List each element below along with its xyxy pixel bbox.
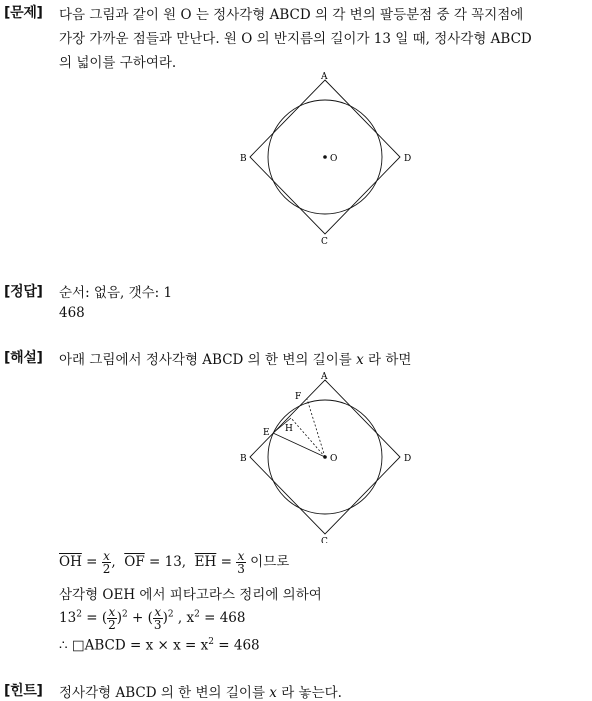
center-point <box>323 155 327 159</box>
label-o-2: O <box>330 454 338 464</box>
problem-text-line-2: 가장 가까운 점들과 만난다. 원 O 의 반지름의 길이가 13 일 때, 정사각형 ABCD <box>59 31 532 47</box>
equation-conclusion: ∴ □ABCD = $x \times x = x^2 = 468$ <box>59 637 260 654</box>
hint-tag: [힌트] <box>4 683 43 699</box>
label-b-2: B <box>240 454 247 464</box>
hint-text: 정사각형 ABCD 의 한 변의 길이를 x 라 놓는다. <box>59 685 342 701</box>
label-c-2: C <box>321 537 328 543</box>
label-c: C <box>321 237 328 245</box>
problem-tag: [문제] <box>4 5 43 21</box>
equation-pythagoras: $13^2$ = ( $\frac{x}{2}$ )$^2$ + ( $\frac{x}{3}$ )$^2$ , $x^2 = 468$ <box>59 605 246 632</box>
explanation-pythagoras: 삼각형 OEH 에서 피타고라스 정리에 의하여 <box>59 587 322 603</box>
label-d: D <box>404 154 412 164</box>
segment-oe <box>273 433 325 457</box>
answer-meta: 순서: 없음, 갯수: 1 <box>59 285 173 301</box>
answer-tag: [정답] <box>4 284 43 300</box>
label-b: B <box>240 154 247 164</box>
answer-value: 468 <box>59 305 85 321</box>
explanation-intro: 아래 그림에서 정사각형 ABCD 의 한 변의 길이를 x 라 하면 <box>59 352 412 368</box>
label-d-2: D <box>404 454 412 464</box>
equation-lengths: $\overline{OH}$ = $\frac{x}{2}$ , $\overline{OF} = 13$, $\overline{EH}$ = $\frac{x}{3}$ 이므로 <box>59 549 290 576</box>
segment-of <box>307 399 325 457</box>
label-h: H <box>285 424 293 434</box>
center-point-2 <box>323 455 327 459</box>
label-e: E <box>263 428 270 438</box>
explanation-tag: [해설] <box>4 350 43 366</box>
segment-oh <box>291 418 325 457</box>
label-a: A <box>321 72 328 82</box>
figure-square-circle <box>230 70 420 245</box>
problem-text-line-3: 의 넓이를 구하여라. <box>59 55 177 71</box>
label-o: O <box>330 154 338 164</box>
label-a-2: A <box>321 372 328 382</box>
label-f: F <box>295 392 302 402</box>
problem-text-line-1: 다음 그림과 같이 원 O 는 정사각형 ABCD 의 각 변의 팔등분점 중 각 꼭지점에 <box>59 7 524 23</box>
figure-explanation <box>230 368 420 543</box>
